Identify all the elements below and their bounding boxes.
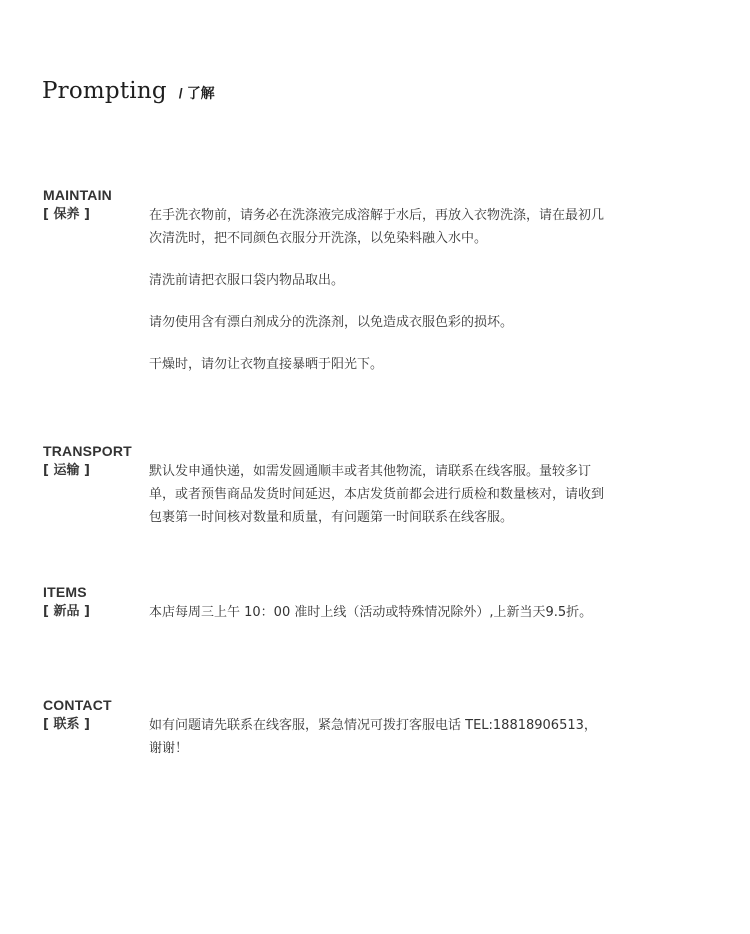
paragraph: 清洗前请把衣服口袋内物品取出。	[149, 273, 345, 288]
page-subtitle: 了解	[186, 86, 215, 102]
section-title-en: CONTACT	[43, 697, 112, 713]
section-body	[149, 601, 609, 624]
paragraph: 干燥时，请勿让衣物直接暴晒于阳光下。	[149, 357, 384, 372]
section-title-en: TRANSPORT	[43, 443, 132, 459]
page-header	[42, 78, 215, 104]
paragraph: 如有问题请先联系在线客服，紧急情况可拨打客服电话 TEL:18818906513，谢谢！	[149, 718, 597, 756]
section-contact	[43, 696, 723, 760]
section-transport	[43, 442, 723, 529]
section-title-zh: [ 保养 ]	[43, 207, 90, 222]
paragraph: 在手洗衣物前，请务必在洗涤液完成溶解于水后，再放入衣物洗涤，请在最初几次清洗时，把不同颜色衣服分开洗涤，以免染料融入水中。	[149, 208, 605, 246]
section-title-en: ITEMS	[43, 584, 87, 600]
section-title-zh: [ 新品 ]	[43, 604, 90, 619]
paragraph: 请勿使用含有漂白剂成分的洗涤剂，以免造成衣服色彩的损坏。	[149, 315, 514, 330]
title-separator: /	[178, 85, 183, 101]
section-content	[43, 714, 723, 760]
section-title-en: MAINTAIN	[43, 187, 112, 203]
section-content	[43, 601, 723, 624]
page-title: Prompting	[42, 78, 167, 104]
paragraph: 本店每周三上午 10：00 准时上线（活动或特殊情况除外）,上新当天9.5折。	[149, 605, 593, 620]
section-body	[149, 204, 609, 376]
section-content	[43, 204, 723, 376]
section-body	[149, 714, 609, 760]
section-items	[43, 583, 723, 624]
section-body	[149, 460, 609, 529]
section-title-zh: [ 运输 ]	[43, 463, 90, 478]
section-maintain	[43, 186, 723, 376]
section-content	[43, 460, 723, 529]
section-title-zh: [ 联系 ]	[43, 717, 90, 732]
paragraph: 默认发申通快递，如需发圆通顺丰或者其他物流，请联系在线客服。量较多订单，或者预售商品发货时间延迟，本店发货前都会进行质检和数量核对，请收到包裹第一时间核对数量和质量，有问题第一时间联系在线客服。	[149, 464, 605, 525]
